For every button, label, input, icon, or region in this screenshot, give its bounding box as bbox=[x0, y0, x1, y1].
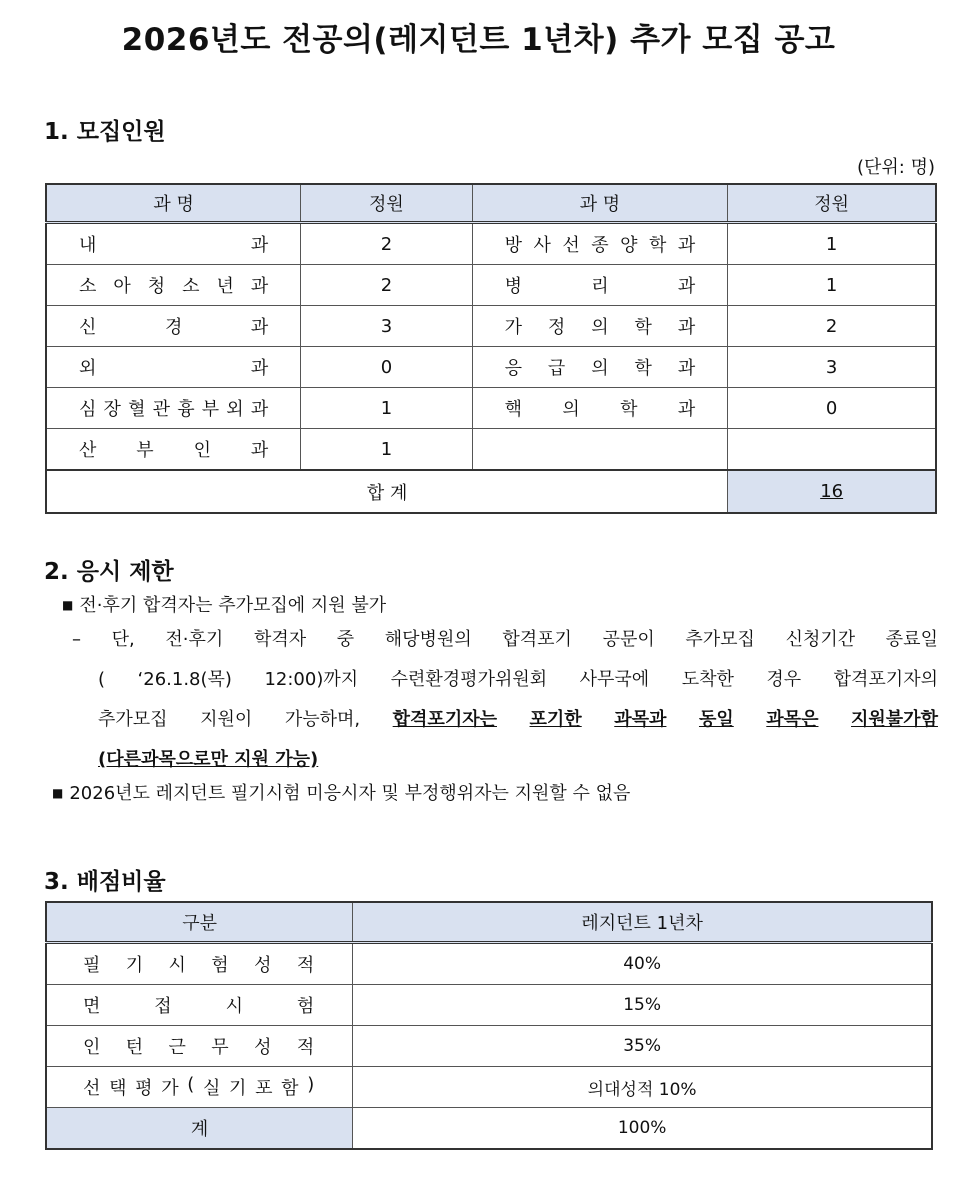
quota-count: 1 bbox=[728, 265, 936, 306]
restriction-bullet-1-text: 전·후기 합격자는 추가모집에 지원 불가 bbox=[79, 595, 387, 616]
header-dept-right: 과 명 bbox=[472, 184, 728, 223]
dept-name bbox=[472, 429, 728, 471]
restriction-emphasis-2: (다른과목으로만 지원 가능) bbox=[98, 749, 319, 770]
table-row bbox=[46, 943, 932, 985]
table-row bbox=[46, 306, 936, 347]
score-category: 면 접 시 험 bbox=[46, 985, 353, 1026]
score-value: 40% bbox=[353, 943, 932, 985]
table-row bbox=[46, 1067, 932, 1108]
score-category: 인 턴 근 무 성 적 bbox=[46, 1026, 353, 1067]
table-row bbox=[46, 347, 936, 388]
restriction-emphasis-1: 합격포기자는 bbox=[392, 709, 497, 730]
restriction-emphasis-1: 과목과 bbox=[614, 709, 667, 730]
page-title: 2026년도 전공의(레지던트 1년차) 추가 모집 공고 bbox=[121, 22, 836, 58]
dept-name: 신 경 과 bbox=[46, 306, 301, 347]
score-value: 15% bbox=[353, 985, 932, 1026]
restriction-detail-line-1: – 단, 전·후기 학격자 중 해당병원의 합격포기 공문이 추가모집 신청기간 종료일 bbox=[72, 629, 938, 650]
restriction-detail bbox=[72, 620, 938, 660]
table-row bbox=[46, 223, 936, 265]
restriction-emphasis-1: 지원불가함 bbox=[851, 709, 938, 730]
restriction-emphasis-1: 포기한 bbox=[529, 709, 582, 730]
restriction-bullet-1 bbox=[62, 591, 386, 622]
restriction-emphasis-1: 과목은 bbox=[766, 709, 819, 730]
header-resident: 레지던트 1년차 bbox=[353, 902, 932, 943]
square-bullet-icon: ■ bbox=[52, 786, 64, 800]
section-heading-scoring: 3. 배점비율 bbox=[44, 869, 166, 895]
dept-name: 가 정 의 학 과 bbox=[472, 306, 728, 347]
dept-name: 소 아 청 소 년 과 bbox=[46, 265, 301, 306]
quota-count: 2 bbox=[301, 223, 472, 265]
quota-count: 1 bbox=[301, 429, 472, 471]
table-header-row bbox=[46, 184, 936, 223]
restriction-bullet-2 bbox=[52, 779, 630, 810]
table-total-row bbox=[46, 470, 936, 513]
header-count-left: 정원 bbox=[301, 184, 472, 223]
quota-count: 2 bbox=[301, 265, 472, 306]
score-category: 선 택 평 가 ( 실 기 포 함 ) bbox=[46, 1067, 353, 1108]
dept-name: 방 사 선 종 양 학 과 bbox=[472, 223, 728, 265]
dept-name: 핵 의 학 과 bbox=[472, 388, 728, 429]
dept-name: 응 급 의 학 과 bbox=[472, 347, 728, 388]
table-row bbox=[46, 429, 936, 471]
quota-count: 0 bbox=[728, 388, 936, 429]
quota-count: 2 bbox=[728, 306, 936, 347]
score-value: 의대성적 10% bbox=[353, 1067, 932, 1108]
dept-name: 병 리 과 bbox=[472, 265, 728, 306]
quota-count: 1 bbox=[728, 223, 936, 265]
table-row bbox=[46, 985, 932, 1026]
total-value: 16 bbox=[820, 481, 844, 502]
header-category: 구분 bbox=[46, 902, 353, 943]
header-count-right: 정원 bbox=[728, 184, 936, 223]
section-heading-restriction: 2. 응시 제한 bbox=[44, 559, 174, 585]
dept-name: 산 부 인 과 bbox=[46, 429, 301, 471]
section-heading-recruitment: 1. 모집인원 bbox=[44, 119, 166, 145]
table-header-row bbox=[46, 902, 932, 943]
header-dept-left: 과 명 bbox=[46, 184, 301, 223]
unit-label: (단위: 명) bbox=[857, 157, 935, 178]
dept-name: 심 장 혈 관 흉 부 외 과 bbox=[46, 388, 301, 429]
score-category: 필 기 시 험 성 적 bbox=[46, 943, 353, 985]
restriction-detail-line-3: 추가모집 지원이 가능하며, 합격포기자는 포기한 과목과 동일 과목은 지원불가함 bbox=[98, 700, 938, 740]
scoring-table bbox=[45, 901, 933, 1150]
quota-count bbox=[728, 429, 936, 471]
score-value: 35% bbox=[353, 1026, 932, 1067]
recruitment-table bbox=[45, 183, 937, 514]
score-total-value: 100% bbox=[353, 1108, 932, 1150]
dept-name: 내 과 bbox=[46, 223, 301, 265]
quota-count: 0 bbox=[301, 347, 472, 388]
table-row bbox=[46, 265, 936, 306]
quota-count: 3 bbox=[301, 306, 472, 347]
table-row bbox=[46, 1026, 932, 1067]
table-row bbox=[46, 388, 936, 429]
total-label: 합 계 bbox=[46, 470, 728, 513]
dept-name: 외 과 bbox=[46, 347, 301, 388]
score-total-label: 계 bbox=[46, 1108, 353, 1150]
quota-count: 3 bbox=[728, 347, 936, 388]
restriction-detail-cont bbox=[98, 660, 938, 780]
square-bullet-icon: ■ bbox=[62, 598, 74, 612]
restriction-detail-line-2: ( ‘26.1.8(목) 12:00)까지 수련환경평가위원회 사무국에 도착한 경우 합격포기자의 bbox=[98, 669, 938, 690]
restriction-emphasis-1: 동일 bbox=[698, 709, 734, 730]
quota-count: 1 bbox=[301, 388, 472, 429]
table-total-row bbox=[46, 1108, 932, 1150]
restriction-bullet-2-text: 2026년도 레지던트 필기시험 미응시자 및 부정행위자는 지원할 수 없음 bbox=[69, 783, 631, 804]
